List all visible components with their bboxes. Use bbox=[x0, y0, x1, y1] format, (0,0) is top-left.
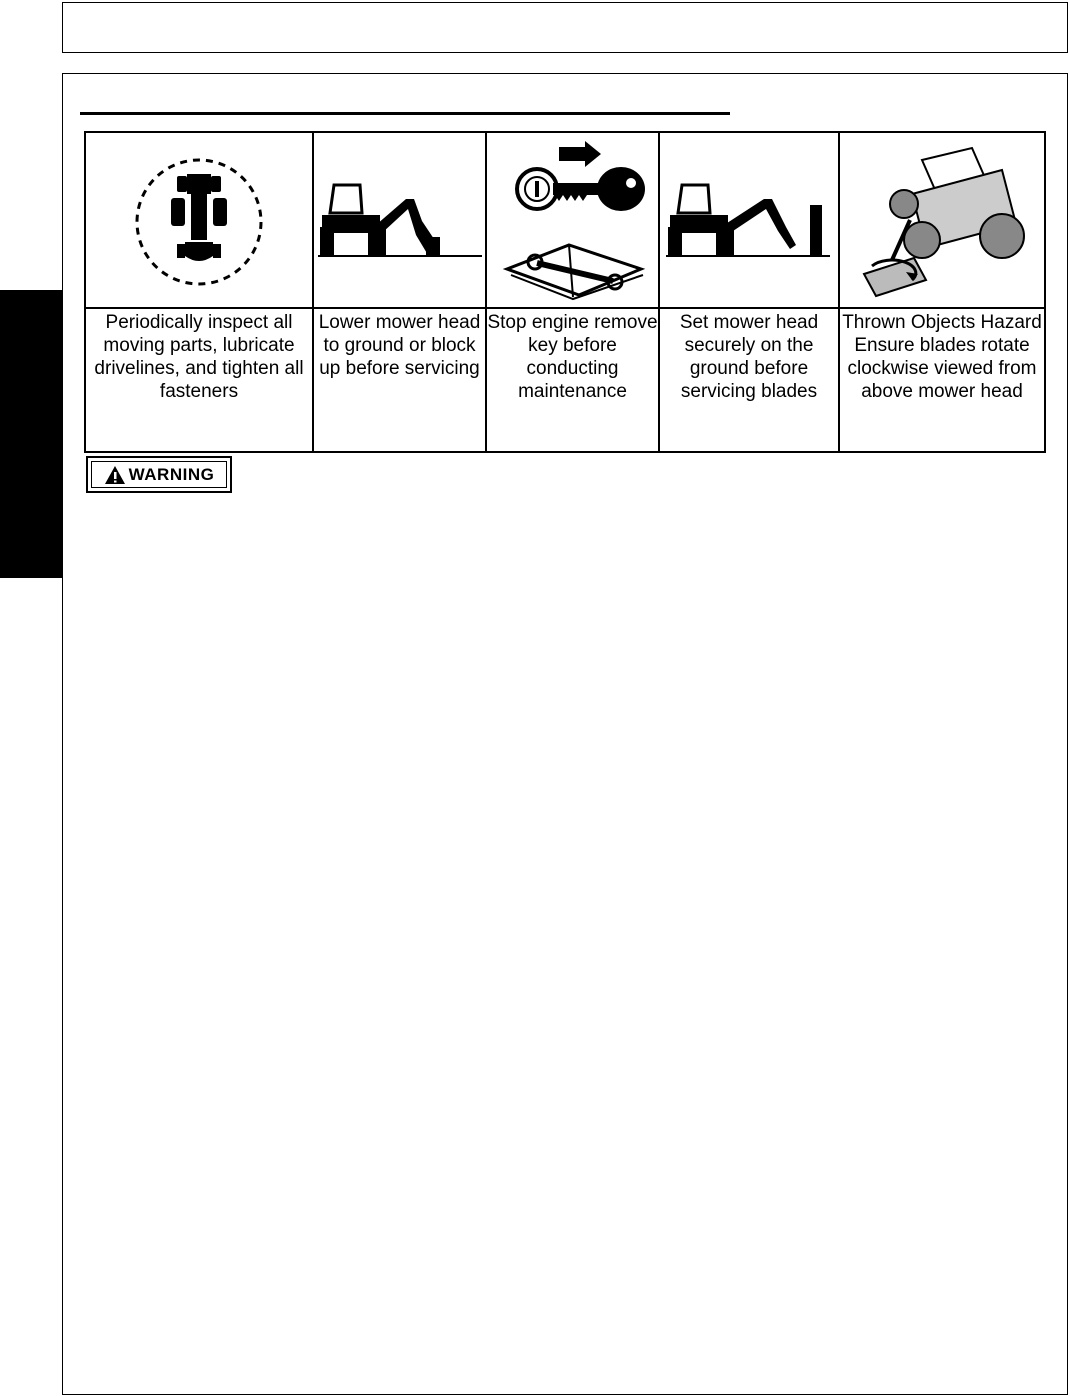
warning-triangle-icon bbox=[104, 465, 126, 485]
panel-image-thrown-objects bbox=[839, 132, 1045, 308]
tractor-inspection-icon bbox=[119, 150, 279, 290]
panel-text-set-head: Set mower head securely on the ground before servicing blades bbox=[659, 308, 839, 452]
key-and-manual-icon bbox=[493, 137, 653, 303]
panel-text-inspection: Periodically inspect all moving parts, lubricate drivelines, and tighten all fasteners bbox=[85, 308, 313, 452]
warning-badge bbox=[86, 456, 232, 493]
panel-text-lower-head: Lower mower head to ground or block up before servicing bbox=[313, 308, 486, 452]
tractor-blade-rotation-icon bbox=[852, 140, 1032, 300]
panel-image-lower-head bbox=[313, 132, 486, 308]
warning-label: WARNING bbox=[128, 464, 215, 484]
panel-image-inspection bbox=[85, 132, 313, 308]
section-side-tab bbox=[0, 290, 62, 578]
mower-head-grounded-icon bbox=[664, 175, 834, 265]
panel-image-stop-engine bbox=[486, 132, 659, 308]
panel-image-set-head bbox=[659, 132, 839, 308]
section-title-rule bbox=[80, 112, 730, 115]
panel-text-stop-engine: Stop engine remove key before conducting maintenance bbox=[486, 308, 659, 452]
mower-head-lowered-icon bbox=[316, 175, 484, 265]
page-header-box bbox=[62, 2, 1068, 53]
panel-text-thrown-objects: Thrown Objects Hazard Ensure blades rotate clockwise viewed from above mower head bbox=[839, 308, 1045, 452]
safety-decal-table bbox=[84, 131, 1046, 453]
